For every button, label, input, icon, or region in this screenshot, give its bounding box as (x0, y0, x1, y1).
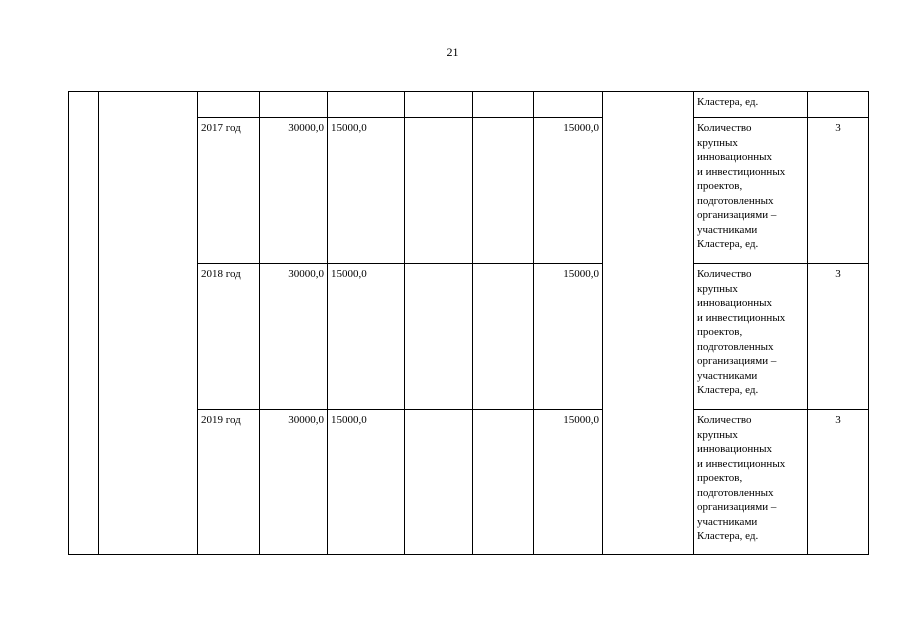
cell-index (69, 92, 99, 555)
cell-indicator (694, 264, 808, 410)
indicator-line: организациями – (697, 355, 777, 367)
cell-amount-1: 15000,0 (328, 264, 405, 410)
indicator-line: подготовленных (697, 194, 774, 207)
indicator-line: крупных (697, 282, 738, 295)
cell-total: 30000,0 (260, 118, 328, 264)
cell-amount-2 (405, 264, 473, 410)
indicator-line: участниками (697, 515, 758, 528)
indicator-line: проектов, (697, 326, 743, 338)
cell-value: 3 (808, 264, 869, 410)
indicator-line: Кластера, ед. (697, 530, 759, 542)
cell-value: 3 (808, 118, 869, 264)
cell-total: 30000,0 (260, 410, 328, 555)
cell-amount-4: 15000,0 (534, 264, 603, 410)
indicator-line: инновационных (697, 297, 773, 309)
cell-amount-2 (405, 118, 473, 264)
cell-amount-3 (473, 410, 534, 555)
indicator-line: и инвестиционных (697, 457, 786, 470)
indicator-line: и инвестиционных (697, 165, 786, 178)
indicator-line: крупных (697, 136, 738, 149)
indicator-line: Количество (697, 414, 752, 426)
table-row-continued (69, 92, 869, 118)
indicator-line: инновационных (697, 443, 773, 455)
cell-indicator (694, 118, 808, 264)
cell-value (808, 92, 869, 118)
cell-indicator: Кластера, ед. (694, 92, 808, 118)
indicator-line: проектов, (697, 472, 743, 484)
cell-value: 3 (808, 410, 869, 555)
indicator-line: и инвестиционных (697, 311, 786, 324)
indicator-line: Кластера, ед. (697, 238, 759, 250)
indicator-line: проектов, (697, 180, 743, 192)
indicator-line: подготовленных (697, 486, 774, 499)
cell-amount-4: 15000,0 (534, 410, 603, 555)
indicator-line: инновационных (697, 151, 773, 163)
page-number: 21 (446, 45, 459, 59)
cell-amount-1 (328, 92, 405, 118)
cell-amount-3 (473, 118, 534, 264)
funding-table (68, 91, 869, 555)
indicator-line: организациями – (697, 501, 777, 513)
cell-amount-3 (473, 264, 534, 410)
cell-amount-1: 15000,0 (328, 118, 405, 264)
cell-executor (603, 92, 694, 555)
cell-amount-2 (405, 92, 473, 118)
indicator-line: Кластера, ед. (697, 384, 759, 396)
indicator-line: Количество (697, 122, 752, 134)
cell-total: 30000,0 (260, 264, 328, 410)
cell-year (198, 92, 260, 118)
indicator-line: подготовленных (697, 340, 774, 353)
cell-amount-3 (473, 92, 534, 118)
indicator-line: Количество (697, 268, 752, 280)
cell-indicator (694, 410, 808, 555)
cell-amount-1: 15000,0 (328, 410, 405, 555)
cell-year: 2017 год (198, 118, 260, 264)
indicator-line: участниками (697, 223, 758, 236)
cell-year: 2019 год (198, 410, 260, 555)
indicator-line: крупных (697, 428, 738, 441)
cell-year: 2018 год (198, 264, 260, 410)
indicator-line: организациями – (697, 209, 777, 221)
indicator-line: участниками (697, 369, 758, 382)
cell-measure-name (99, 92, 198, 555)
cell-total (260, 92, 328, 118)
cell-amount-4: 15000,0 (534, 118, 603, 264)
cell-amount-2 (405, 410, 473, 555)
cell-amount-4 (534, 92, 603, 118)
